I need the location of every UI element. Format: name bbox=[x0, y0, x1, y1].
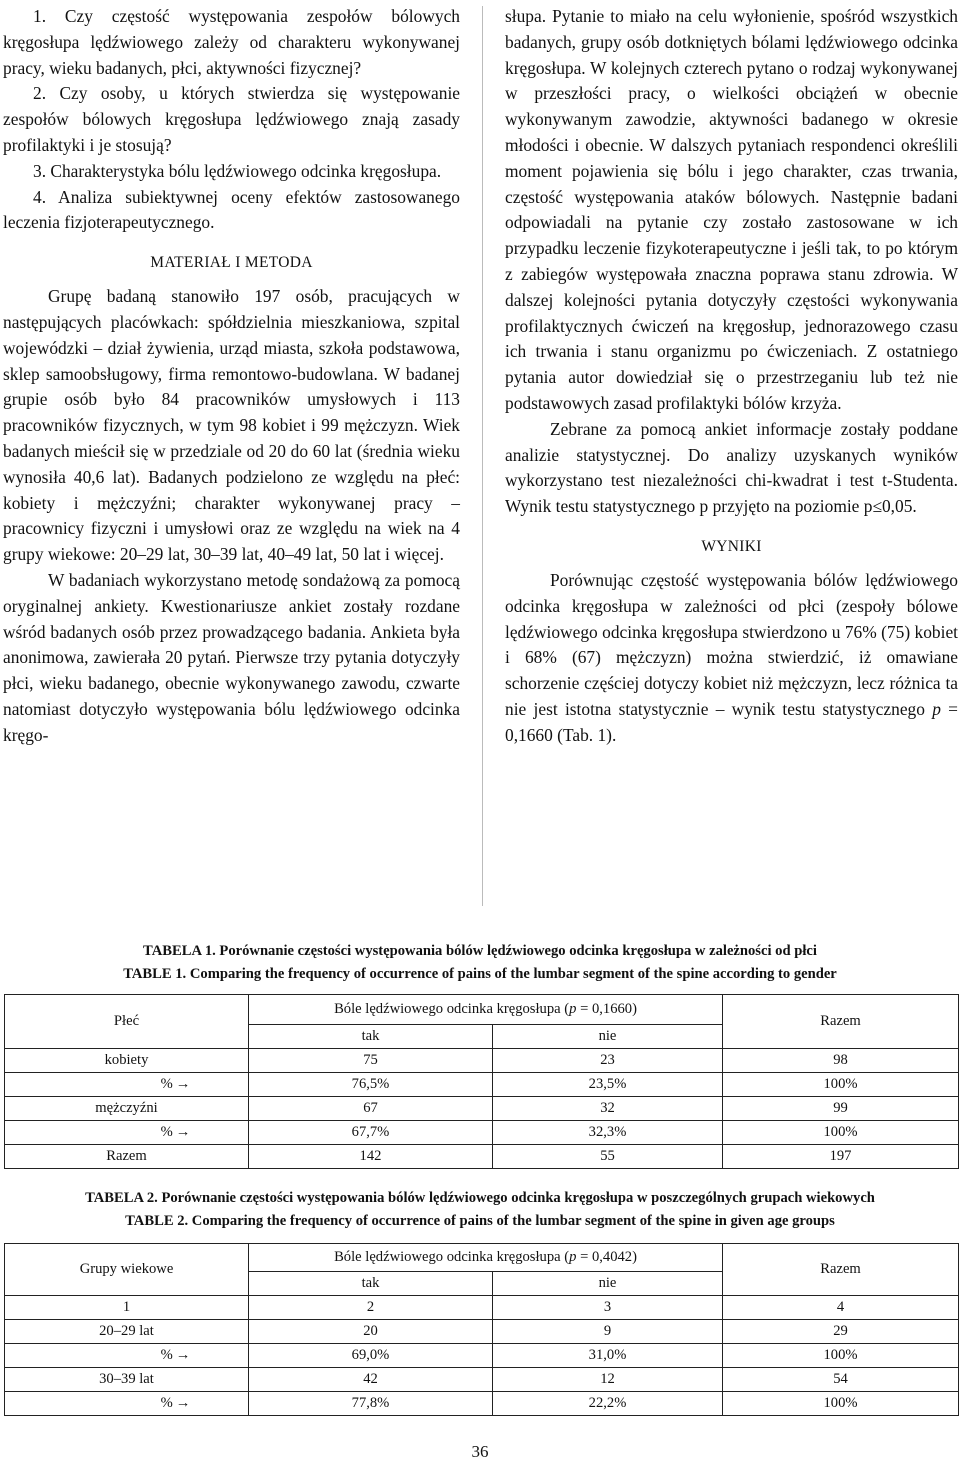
cell-yes: 69,0% bbox=[249, 1344, 493, 1368]
results-text-b: = 0,1660 (Tab. 1). bbox=[505, 698, 958, 745]
cell-no: 22,2% bbox=[493, 1392, 723, 1416]
results-p-symbol: p bbox=[932, 698, 941, 719]
cell-no: 9 bbox=[493, 1320, 723, 1344]
cell-yes: 20 bbox=[249, 1320, 493, 1344]
table-row bbox=[5, 1392, 959, 1416]
paragraph-results bbox=[505, 568, 958, 749]
row-percent-label bbox=[5, 1392, 249, 1416]
table-row bbox=[5, 1049, 959, 1073]
section-heading-material: MATERIAŁ I METODA bbox=[150, 254, 313, 272]
cell-total: 4 bbox=[723, 1296, 959, 1320]
cell-no: 32 bbox=[493, 1097, 723, 1121]
cell-no: 3 bbox=[493, 1296, 723, 1320]
cell-no: 23 bbox=[493, 1049, 723, 1073]
table-row bbox=[5, 1121, 959, 1145]
table2-head-group bbox=[249, 1244, 723, 1272]
arrow-right-icon: → bbox=[175, 1395, 191, 1411]
page-number: 36 bbox=[471, 1442, 489, 1461]
row-percent-label bbox=[5, 1121, 249, 1145]
row-label bbox=[5, 1296, 249, 1320]
cell-total: 100% bbox=[723, 1121, 959, 1145]
paragraph-method-continued: słupa. Pytanie to miało na celu wyłonienie, spośród wszystkich badanych, grupy osób dotkniętych bólami lędźwiowego odcinka kręgosłupa. W kolejnych czterech pytano o rodzaj wykonywanej w przeszłości pracy, o wielkości obciążeń w obecnie wykonywanym zawodzie, aktywności badanego w okresie młodości i obecnie. W dalszych pytaniach respondenci określili moment pojawienia się bólu i jego charakter, czas trwania, częstość występowania ataków bólowych. Następnie badani odpowiadali na pytanie czy zostało zastosowane w ich przypadku leczenie fizykoterapeutyczne i jeśli tak, to po którym z zabiegów występowała znaczna poprawa stanu zdrowia. W dalszej kolejności pytania dotyczyły częstości wykonywania profilaktycznych ćwiczeń na kręgosłup, jednorazowego czasu ich trwania i stanu organizmu po ćwiczeniach. Z ostatniego pytania autor dowiedział się o przestrzeganiu lub też nie podstawowych zasad profilaktyki bólów krzyża. bbox=[505, 6, 958, 413]
section-heading-results: WYNIKI bbox=[701, 537, 762, 555]
cell-total: 29 bbox=[723, 1320, 959, 1344]
table-row bbox=[5, 1296, 959, 1320]
cell-total: 54 bbox=[723, 1368, 959, 1392]
table2-head-total: Razem bbox=[723, 1244, 959, 1296]
left-column bbox=[3, 4, 460, 749]
row-percent-label bbox=[5, 1344, 249, 1368]
row-label bbox=[5, 1097, 249, 1121]
cell-yes: 142 bbox=[249, 1145, 493, 1169]
cell-total: 100% bbox=[723, 1344, 959, 1368]
row-label-text: % bbox=[160, 1076, 173, 1092]
results-text-a: Porównując częstość występowania bólów lędźwiowego odcinka kręgosłupa w zależności od płci (zespoły bólowe lędźwiowego odcinka kręgosłupa stwierdzono u 76% (75) kobiet i 68% (67) mężczyzn) można stwierdzić, iż omawiane schorzenie częściej dotyczy kobiet niż mężczyzn, lecz różnica ta nie jest istotna statystycznie – wynik testu statystycznego bbox=[505, 569, 958, 719]
cell-no: 23,5% bbox=[493, 1073, 723, 1097]
table-row bbox=[5, 1368, 959, 1392]
table1-head-yes: tak bbox=[249, 1025, 493, 1049]
table-row bbox=[5, 1344, 959, 1368]
cell-total: 99 bbox=[723, 1097, 959, 1121]
table1-caption-pl: TABELA 1. Porównanie częstości występowania bólów lędźwiowego odcinka kręgosłupa w zależności od płci bbox=[143, 943, 817, 959]
table2-head-group-a: Bóle lędźwiowego odcinka kręgosłupa ( bbox=[334, 1249, 570, 1265]
cell-no: 31,0% bbox=[493, 1344, 723, 1368]
table1-head-group bbox=[249, 995, 723, 1025]
row-label bbox=[5, 1145, 249, 1169]
table1-caption bbox=[0, 940, 960, 986]
research-question-1: 1. Czy częstość występowania zespołów bólowych kręgosłupa lędźwiowego zależy od charakteru wykonywanej pracy, wieku badanych, płci, aktywności fizycznej? bbox=[3, 6, 460, 78]
row-label-text: 30–39 lat bbox=[99, 1371, 154, 1387]
research-question-2: 2. Czy osoby, u których stwierdza się występowanie zespołów bólowych kręgosłupa lędźwiowego znają zasady profilaktyki i je stosują? bbox=[3, 83, 460, 155]
cell-yes: 67,7% bbox=[249, 1121, 493, 1145]
row-label-text: Razem bbox=[106, 1148, 147, 1164]
arrow-right-icon: → bbox=[175, 1347, 191, 1363]
table1-head-first: Płeć bbox=[5, 995, 249, 1049]
cell-no: 55 bbox=[493, 1145, 723, 1169]
table1-header-row bbox=[5, 995, 959, 1025]
table2-head-yes: tak bbox=[249, 1272, 493, 1296]
paragraph-statistics: Zebrane za pomocą ankiet informacje zostały poddane analizie statystycznej. Do analizy uzyskanych wyników wykorzystano test niezależności chi-kwadrat i test t-Studenta. Wynik testu statystycznego p przyjęto na poziomie p≤0,05. bbox=[505, 418, 958, 517]
paragraph-material-2: W badaniach wykorzystano metodę sondażową za pomocą oryginalnej ankiety. Kwestionariusze ankiet zostały rozdane wśród badanych osób przez prowadzącego badania. Ankieta była anonimowa, zawierała 20 pytań. Pierwsze trzy pytania dotyczyły płci, wieku badanego, obecnie wykonywanego zawodu, czwarte natomiast dotyczyło występowania bólu lędźwiowego odcinka kręgo- bbox=[3, 569, 460, 745]
table2-header-row bbox=[5, 1244, 959, 1272]
cell-yes: 67 bbox=[249, 1097, 493, 1121]
cell-total: 100% bbox=[723, 1392, 959, 1416]
row-label-text: mężczyźni bbox=[95, 1100, 158, 1116]
row-label bbox=[5, 1049, 249, 1073]
cell-yes: 42 bbox=[249, 1368, 493, 1392]
row-label-text: % bbox=[160, 1124, 173, 1140]
table2 bbox=[4, 1243, 959, 1416]
cell-yes: 76,5% bbox=[249, 1073, 493, 1097]
table1-caption-en: TABLE 1. Comparing the frequency of occurrence of pains of the lumbar segment of the spine according to gender bbox=[123, 966, 837, 982]
table1-head-group-a: Bóle lędźwiowego odcinka kręgosłupa ( bbox=[334, 1001, 570, 1017]
paragraph-material-1: Grupę badaną stanowiło 197 osób, pracujących w następujących placówkach: spółdzielnia mieszkaniowa, szpital wojewódzki – dział żywienia, urząd miasta, szkoła podstawowa, sklep samoobsługowy, firma remontowo-budowlana. W badanej grupie osób było 84 pracowników umysłowych i 113 pracowników fizycznych, w tym 98 kobiet i 99 mężczyzn. Wiek badanych mieścił się w przedziale od 20 do 60 lat (średnia wieku wynosiła 40,6 lat). Badanych podzielono ze względu na płeć: kobiety i mężczyźni; charakter wykonywanej pracy – pracownicy fizyczni i umysłowi oraz ze względu na wiek na 4 grupy wiekowe: 20–29 lat, 30–39 lat, 40–49 lat, 50 lat i więcej. bbox=[3, 286, 460, 565]
table2-caption bbox=[0, 1187, 960, 1233]
table2-head-group-p: p bbox=[569, 1249, 577, 1265]
cell-no: 32,3% bbox=[493, 1121, 723, 1145]
cell-yes: 75 bbox=[249, 1049, 493, 1073]
table1-head-group-p: p bbox=[569, 1001, 577, 1017]
table2-caption-pl: TABELA 2. Porównanie częstości występowania bólów lędźwiowego odcinka kręgosłupa w poszczególnych grupach wiekowych bbox=[85, 1190, 875, 1206]
table2-head-first: Grupy wiekowe bbox=[5, 1244, 249, 1296]
cell-total: 98 bbox=[723, 1049, 959, 1073]
row-label-text: % bbox=[160, 1347, 173, 1363]
research-question-3: 3. Charakterystyka bólu lędźwiowego odcinka kręgosłupa. bbox=[33, 160, 442, 181]
table1-head-total: Razem bbox=[723, 995, 959, 1049]
table1-head-no: nie bbox=[493, 1025, 723, 1049]
row-label bbox=[5, 1320, 249, 1344]
table2-head-no: nie bbox=[493, 1272, 723, 1296]
cell-total: 100% bbox=[723, 1073, 959, 1097]
table1 bbox=[4, 994, 959, 1169]
table-row bbox=[5, 1145, 959, 1169]
right-column bbox=[505, 4, 958, 749]
arrow-right-icon: → bbox=[175, 1076, 191, 1092]
cell-total: 197 bbox=[723, 1145, 959, 1169]
row-label-text: 20–29 lat bbox=[99, 1323, 154, 1339]
table1-head-group-b: = 0,1660) bbox=[576, 1001, 637, 1017]
row-label-text: kobiety bbox=[104, 1052, 149, 1068]
arrow-right-icon: → bbox=[175, 1124, 191, 1140]
row-label-text: 1 bbox=[122, 1299, 131, 1315]
cell-yes: 2 bbox=[249, 1296, 493, 1320]
row-label bbox=[5, 1368, 249, 1392]
table2-caption-en: TABLE 2. Comparing the frequency of occurrence of pains of the lumbar segment of the spine in given age groups bbox=[125, 1213, 835, 1229]
table1-body bbox=[5, 1049, 959, 1169]
column-divider bbox=[482, 6, 483, 906]
row-label-text: % bbox=[160, 1395, 173, 1411]
table-row bbox=[5, 1073, 959, 1097]
table-row bbox=[5, 1320, 959, 1344]
research-question-4: 4. Analiza subiektywnej oceny efektów zastosowanego leczenia fizjoterapeutycznego. bbox=[3, 186, 460, 233]
table-row bbox=[5, 1097, 959, 1121]
row-percent-label bbox=[5, 1073, 249, 1097]
table2-body bbox=[5, 1296, 959, 1416]
table2-head-group-b: = 0,4042) bbox=[576, 1249, 637, 1265]
cell-yes: 77,8% bbox=[249, 1392, 493, 1416]
cell-no: 12 bbox=[493, 1368, 723, 1392]
